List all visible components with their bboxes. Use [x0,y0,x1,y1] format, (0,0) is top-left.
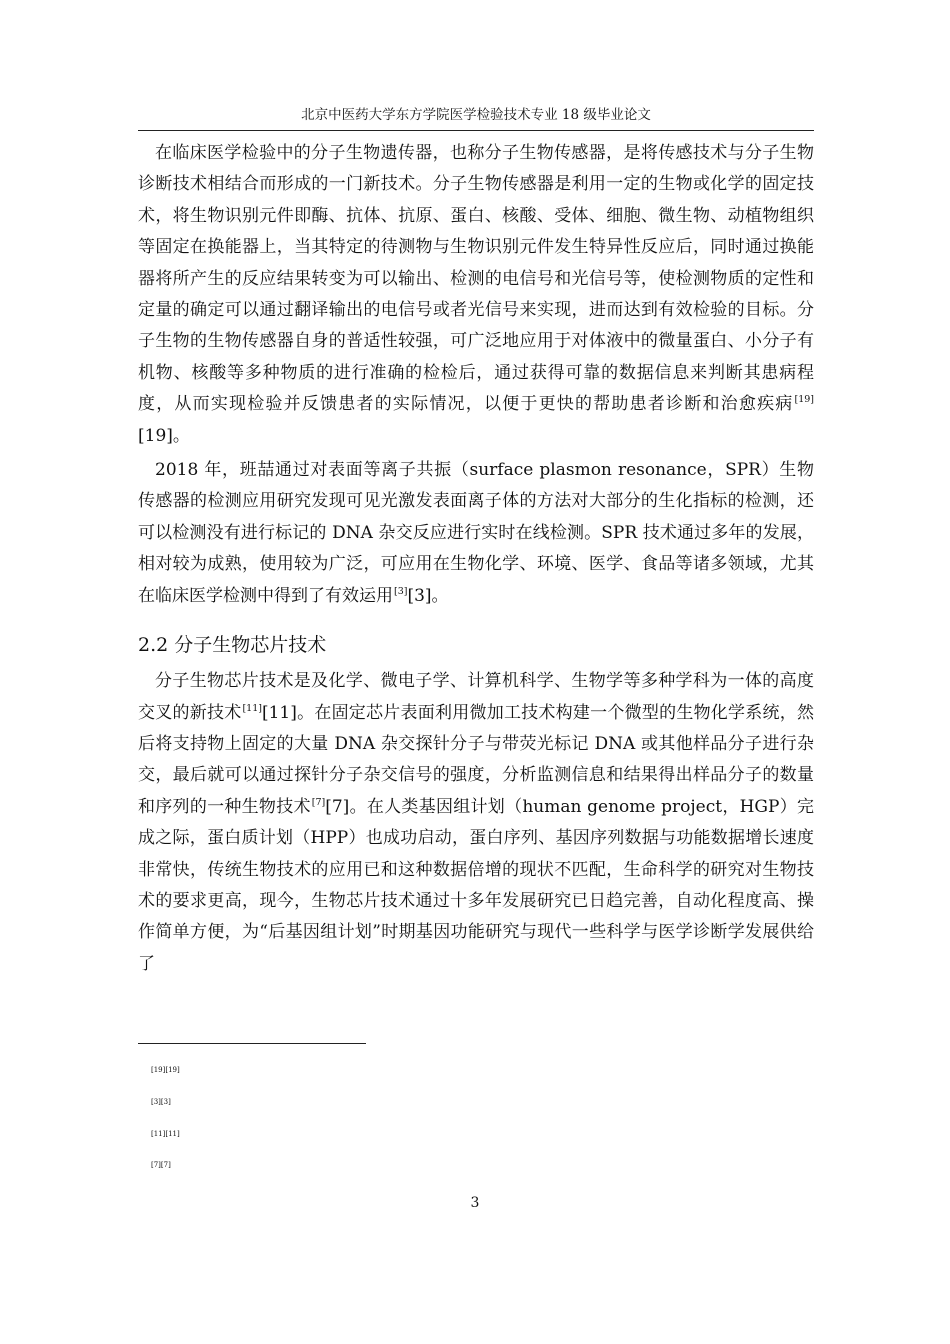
running-header: 北京中医药大学东方学院医学检验技术专业 18 级毕业论文 [301,107,651,123]
paragraph-text: 在临床医学检验中的分子生物遗传器，也称分子生物传感器，是将传感技术与分子生物诊断技术相结合而形成的一门新技术。分子生物传感器是利用一定的生物或化学的固定技术，将生物识别元件即酶、抗体、抗原、蛋白、核酸、受体、细胞、微生物、动植物组织等固定在换能器上，当其特定的待测物与生物识别元件发生特异性反应后，同时通过换能器将所产生的反应结果转变为可以输出、检测的电信号和光信号等，使检测物质的定性和定量的确定可以通过翻译输出的电信号或者光信号来实现，进而达到有效检验的目标。分子生物的生物传感器自身的普适性较强，可广泛地应用于对体液中的微量蛋白、小分子有机物、核酸等多种物质的进行准确的检检后，通过获得可靠的数据信息来判断其患病程度，从而实现检验并反馈患者的实际情况，以便于更快的帮助患者诊断和治愈疾病 [138,143,814,415]
paragraph-text: 2018 年，班喆通过对表面等离子共振（surface plasmon resonance，SPR）生物传感器的检测应用研究发现可见光激发表面离子体的方法对大部分的生化指标的检测，还可以检测没有进行标记的 DNA 杂交反应进行实时在线检测。SPR 技术通过多年的发展，相对较为成熟，使用较为广泛，可应用在生物化学、环境、医学、食品等诸多领域，尤其在临床医学检测中得到了有效运用 [138,460,814,606]
paragraph-biochip [138,666,814,980]
citation-inline: [19]。 [138,425,190,446]
footnote: [19][19] [151,1066,180,1074]
footnote: [7][7] [151,1161,171,1169]
citation-inline: [3]。 [407,585,449,606]
page-number: 3 [470,1195,480,1211]
header-rule [138,130,814,131]
citation-superscript: [7] [311,796,326,808]
citation-superscript: [11] [242,702,262,714]
section-heading: 2.2 分子生物芯片技术 [138,634,327,657]
paragraph-spr [138,455,814,612]
paragraph-biosensor [138,138,814,452]
page-body [138,138,814,980]
footnote-rule [138,1043,366,1044]
footnote: [11][11] [151,1130,180,1138]
citation-superscript: [19] [794,394,814,406]
citation-superscript: [3] [394,585,408,597]
paragraph-text: [7]。在人类基因组计划（human genome project，HGP）完成之际，蛋白质计划（HPP）也成功启动，蛋白序列、基因序列数据与功能数据增长速度非常快，传统生物技术的应用已和这种数据倍增的现状不匹配，生命科学的研究对生物技术的要求更高，现今，生物芯片技术通过十多年发展研究已日趋完善，自动化程度高、操作简单方便，为“后基因组计划”时期基因功能研究与现代一些科学与医学诊断学发展供给了 [138,796,814,974]
paragraph-text: [11]。在固定芯片表面利用微加工技术构建一个微型的生物化学系统，然后将支持物上固定的大量 DNA 杂交探针分子与带荧光标记 DNA 或其他样品分子进行杂交，最后就可以通过探针分子杂交信号的强度，分析监测信息和结果得出样品分子的数量和序列的一种生物技术 [138,702,814,817]
paragraph-text: 分子生物芯片技术是及化学、微电子学、计算机科学、生物学等多种学科为一体的高度交叉的新技术 [138,671,814,723]
footnote: [3][3] [151,1098,171,1106]
